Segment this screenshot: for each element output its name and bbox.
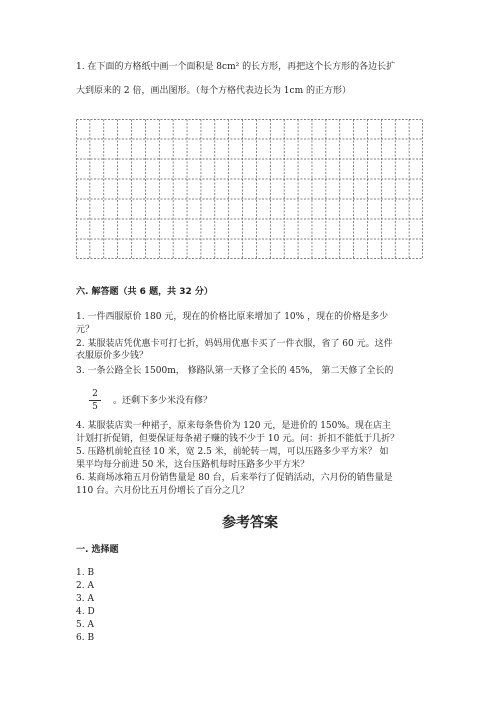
fraction-bar <box>89 400 101 401</box>
section-6-heading: 六. 解答题（共 6 题，共 32 分） <box>76 287 213 297</box>
problem-3-continuation: 。还剩下多少米没有修？ <box>113 396 213 406</box>
problem-line: 6. 某商场冰箱五月份销售量是 80 台，后来举行了促销活动，六月份的销售量是 <box>76 473 393 483</box>
answer-item: 2. A <box>76 581 94 591</box>
answer-item: 5. A <box>76 620 94 630</box>
answer-item: 6. B <box>76 633 95 643</box>
question-1-line-2: 大到原来的 2 倍，画出图形。（每个方格代表边长为 1cm 的正方形） <box>76 86 351 96</box>
problem-line: 3. 一条公路全长 1500m， 修路队第一天修了全长的 45%， 第二天修了全长的 <box>76 366 394 376</box>
answer-item: 1. B <box>76 568 95 578</box>
question-1-line-1: 1. 在下面的方格纸中画一个面积是 8cm² 的长方形，再把这个长方形的各边长扩 <box>76 62 396 72</box>
problem-line: 4. 某服装店卖一种裙子，原来每条售价为 120 元，是进价的 150%。现在店主 <box>76 421 391 431</box>
answer-item: 3. A <box>76 594 94 604</box>
problem-line: 果平均每分前进 50 米，这台压路机每时压路多少平方米？ <box>76 460 310 470</box>
answers-section-heading: 一. 选择题 <box>76 545 119 555</box>
square-grid <box>76 119 423 259</box>
problem-line: 2. 某服装店凭优惠卡可打七折，妈妈用优惠卡买了一件衣服，省了 60 元。这件 <box>76 339 393 349</box>
problem-line: 计划打折促销，但要保证每条裙子赚的钱不少于 10 元。问：折扣不能低于几折？ <box>76 434 400 444</box>
answer-item: 4. D <box>76 607 95 617</box>
problem-line: 5. 压路机前轮直径 10 米，宽 2.5 米，前轮转一周，可以压路多少平方米？ 如 <box>76 447 389 457</box>
problem-line: 110 台。六月份比五月份增长了百分之几？ <box>76 486 250 496</box>
answers-title: 参考答案 <box>222 515 278 531</box>
problem-line: 1. 一件西服原价 180 元，现在的价格比原来增加了 10% ，现在的价格是多少 <box>76 312 389 322</box>
fraction-two-fifths <box>89 389 101 412</box>
problem-line: 衣服原价多少钱？ <box>76 351 149 361</box>
fraction-numerator: 2 <box>92 389 98 399</box>
fraction-denominator: 5 <box>92 402 98 412</box>
problem-line: 元？ <box>76 325 95 335</box>
